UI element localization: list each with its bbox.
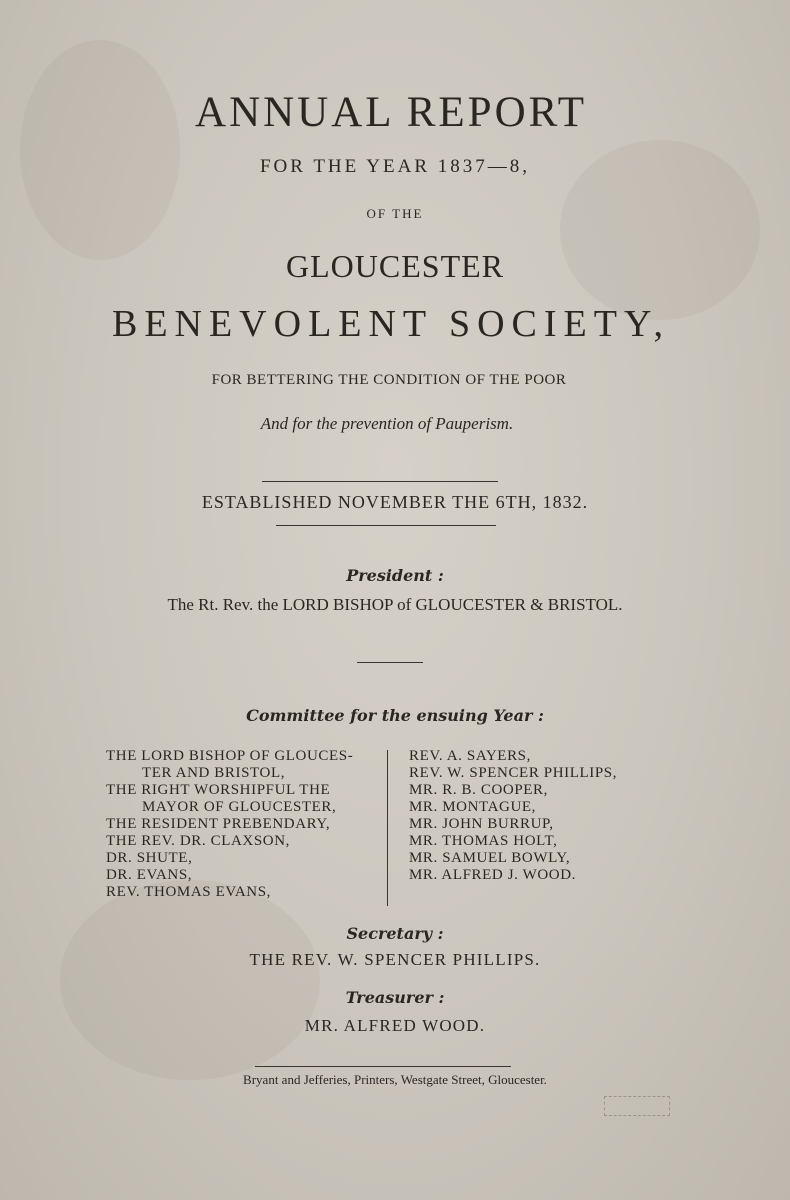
society-name: BENEVOLENT SOCIETY, — [111, 303, 671, 345]
committee-member: DR. SHUTE, — [106, 850, 193, 866]
committee-member: TER AND BRISTOL, — [142, 765, 286, 781]
printer-imprint: Bryant and Jefferies, Printers, Westgate Street, Gloucester. — [243, 1072, 547, 1087]
footer-rule — [255, 1066, 511, 1067]
city-name: GLOUCESTER — [286, 248, 504, 284]
purpose-line-2: And for the prevention of Pauperism. — [260, 414, 514, 433]
column-divider — [387, 750, 388, 906]
secretary-heading: Secretary : — [346, 924, 444, 943]
secretary-name: THE REV. W. SPENCER PHILLIPS. — [249, 950, 541, 969]
rule-top — [262, 481, 498, 482]
purpose-line-1: FOR BETTERING THE CONDITION OF THE POOR — [211, 372, 567, 388]
committee-member: REV. W. SPENCER PHILLIPS, — [409, 765, 618, 781]
committee-member: THE RESIDENT PREBENDARY, — [106, 816, 331, 832]
library-stamp — [604, 1096, 670, 1116]
committee-left-column — [106, 748, 353, 901]
committee-member: MR. SAMUEL BOWLY, — [409, 850, 571, 866]
report-title: ANNUAL REPORT — [195, 89, 587, 136]
committee-member: MR. ALFRED J. WOOD. — [409, 867, 576, 883]
committee-member: REV. A. SAYERS, — [409, 748, 531, 764]
paper-stain — [60, 880, 320, 1080]
committee-member: MAYOR OF GLOUCESTER, — [142, 799, 337, 815]
committee-member: MR. THOMAS HOLT, — [409, 833, 558, 849]
president-name: The Rt. Rev. the LORD BISHOP of GLOUCESTER & BRISTOL. — [167, 595, 623, 614]
committee-member: THE LORD BISHOP OF GLOUCES- — [106, 748, 354, 764]
committee-member: MR. JOHN BURRUP, — [409, 816, 554, 832]
short-rule — [357, 662, 423, 663]
treasurer-heading: Treasurer : — [345, 988, 445, 1007]
president-heading: President : — [346, 566, 444, 585]
of-the-line: OF THE — [366, 206, 424, 221]
committee-member: MR. R. B. COOPER, — [409, 782, 548, 798]
committee-member: DR. EVANS, — [106, 867, 193, 883]
committee-member: REV. THOMAS EVANS, — [106, 884, 272, 900]
year-line: FOR THE YEAR 1837—8, — [259, 156, 531, 177]
paper-stain — [20, 40, 180, 260]
established-line: ESTABLISHED NOVEMBER THE 6TH, 1832. — [201, 492, 589, 512]
committee-right-column — [409, 748, 617, 884]
treasurer-name: MR. ALFRED WOOD. — [304, 1016, 486, 1035]
committee-member: THE RIGHT WORSHIPFUL THE — [106, 782, 331, 798]
committee-member: THE REV. DR. CLAXSON, — [106, 833, 291, 849]
rule-bottom — [276, 525, 496, 526]
committee-member: MR. MONTAGUE, — [409, 799, 537, 815]
committee-heading: Committee for the ensuing Year : — [246, 706, 544, 725]
